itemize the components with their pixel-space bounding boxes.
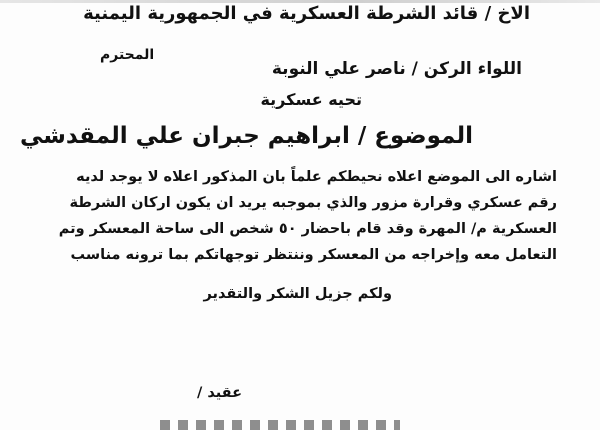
letter-body	[17, 164, 557, 268]
body-line: العسكرية م/ المهرة وقد قام باحضار ٥٠ شخص الى ساحة المعسكر وتم	[58, 221, 557, 237]
signature-title: عقيد /	[197, 385, 242, 401]
recipient-rank-name: اللواء الركن / ناصر علي النوبة	[271, 59, 522, 79]
body-line: اشاره الى الموضع اعلاه نحيطكم علماً بان المذكور اعلاه لا يوجد لديه	[76, 169, 557, 185]
closing-line: ولكم جزيل الشكر والتقدير	[203, 286, 392, 302]
addressee-line: الاخ / قائد الشرطة العسكرية في الجمهورية اليمنية	[83, 3, 530, 24]
greeting-line: تحيه عسكرية	[260, 90, 362, 109]
subject-line: الموضوع / ابراهيم جبران علي المقدشي	[19, 123, 473, 149]
cut-off-text-fragment	[160, 420, 400, 430]
body-line: رقم عسكري وقرارة مزور والذي بموجبه يريد ان يكون اركان الشرطة	[69, 195, 557, 211]
respected-label: المحترم	[100, 47, 155, 63]
body-line: التعامل معه وإخراجه من المعسكر وننتظر توجهاتكم بما ترونه مناسب	[70, 247, 557, 263]
